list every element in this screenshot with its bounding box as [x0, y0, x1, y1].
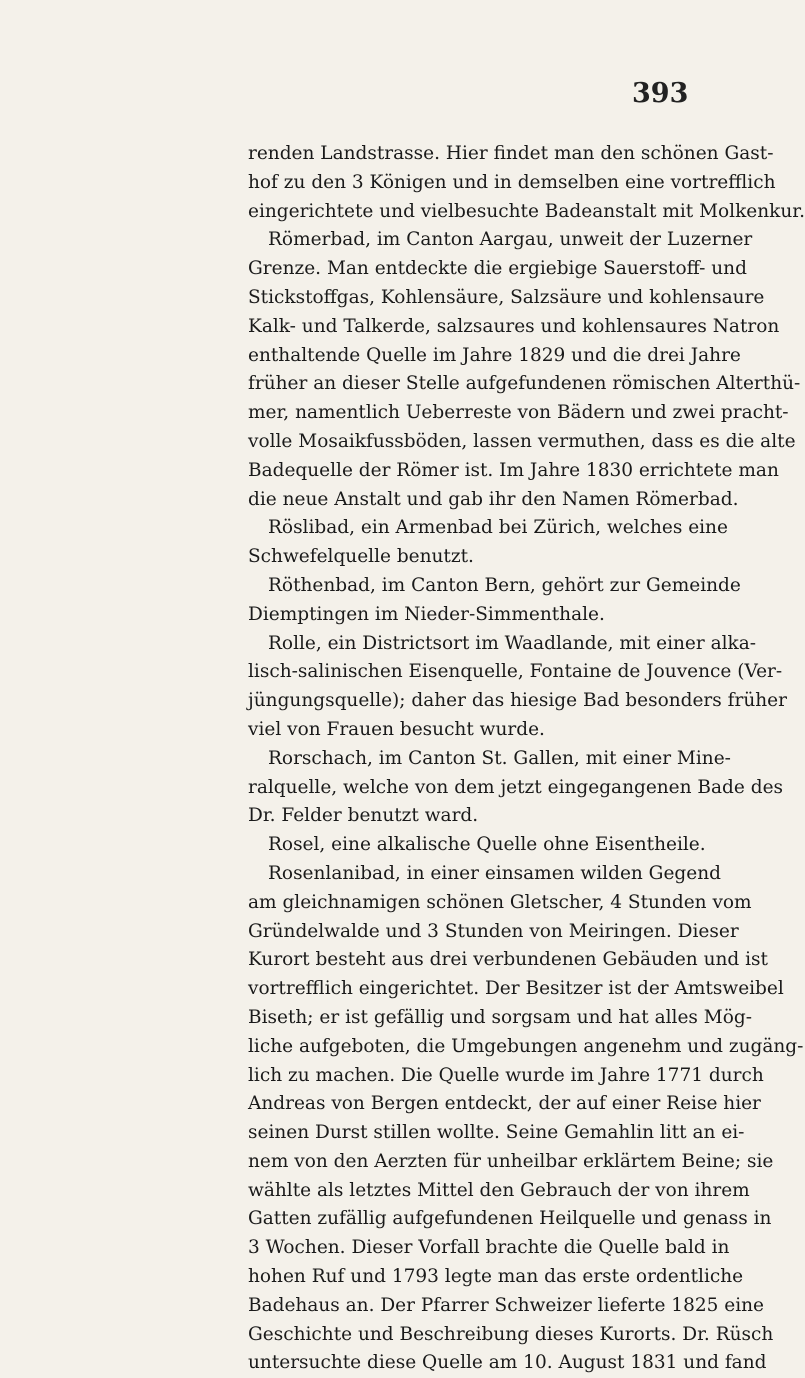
text-line: Gatten zufällig aufgefundenen Heilquelle und genass in — [248, 1208, 772, 1230]
text-line: untersuchte diese Quelle am 10. August 1831 und fand — [248, 1352, 767, 1374]
text-line: renden Landstrasse. Hier findet man den schönen Gast- — [248, 143, 774, 164]
text-line: vortrefflich eingerichtet. Der Besitzer ist der Amtsweibel — [248, 978, 784, 1000]
text-line: hohen Ruf und 1793 legte man das erste ordentliche — [248, 1266, 744, 1288]
text-line: hof zu den 3 Königen und in demselben eine vortrefflich — [248, 171, 776, 193]
text-line: Römerbad, im Canton Aargau, unweit der Luzerner — [268, 229, 753, 251]
text-line: Kalk- und Talkerde, salzsaures und kohlensaures Natron — [248, 315, 780, 337]
text-line: liche aufgeboten, die Umgebungen angenehm und zugäng- — [248, 1035, 804, 1057]
text-line: Biseth; er ist gefällig und sorgsam und hat alles Mög- — [248, 1006, 752, 1028]
text-line: nem von den Aerzten für unheilbar erklärtem Beine; sie — [248, 1150, 774, 1172]
text-line: jüngungsquelle); daher das hiesige Bad besonders früher — [248, 690, 787, 712]
text-line: Schwefelquelle benutzt. — [248, 546, 474, 568]
text-line: Stickstoffgas, Kohlensäure, Salzsäure und kohlensaure — [248, 286, 765, 308]
text-line: Grenze. Man entdeckte die ergiebige Sauerstoff- und — [248, 258, 747, 280]
text-line: Badehaus an. Der Pfarrer Schweizer lieferte 1825 eine — [248, 1294, 764, 1316]
text-line: lich zu machen. Die Quelle wurde im Jahre 1771 durch — [248, 1064, 764, 1086]
text-line: Kurort besteht aus drei verbundenen Gebäuden und ist — [248, 949, 768, 971]
text-line: wählte als letztes Mittel den Gebrauch der von ihrem — [248, 1179, 750, 1201]
text-line: Dr. Felder benutzt ward. — [248, 805, 479, 827]
text-line: volle Mosaikfussböden, lassen vermuthen, dass es die alte — [248, 430, 796, 452]
text-line: viel von Frauen besucht wurde. — [248, 718, 545, 740]
text-line: Badequelle der Römer ist. Im Jahre 1830 errichtete man — [248, 459, 779, 481]
text-line: mer, namentlich Ueberreste von Bädern und zwei pracht- — [248, 402, 789, 424]
text-line: enthaltende Quelle im Jahre 1829 und die drei Jahre — [248, 344, 741, 366]
page-number: 393 — [632, 78, 689, 109]
text-line: ralquelle, welche von dem jetzt eingegangenen Bade des — [248, 776, 784, 798]
text-line: Röthenbad, im Canton Bern, gehört zur Gemeinde — [268, 574, 741, 596]
text-line: Gründelwalde und 3 Stunden von Meiringen. Dieser — [248, 920, 739, 942]
text-line: Röslibad, ein Armenbad bei Zürich, welches eine — [268, 517, 728, 539]
text-line: Andreas von Bergen entdeckt, der auf einer Reise hier — [248, 1093, 761, 1115]
text-line: seinen Durst stillen wollte. Seine Gemahlin litt an ei- — [248, 1122, 745, 1144]
body-text — [248, 140, 805, 1378]
text-line: Diemptingen im Nieder-Simmenthale. — [248, 603, 605, 625]
text-line: Rosenlanibad, in einer einsamen wilden Gegend — [268, 862, 721, 884]
text-line: am gleichnamigen schönen Gletscher, 4 Stunden vom — [248, 891, 752, 913]
text-line: 3 Wochen. Dieser Vorfall brachte die Quelle bald in — [248, 1237, 730, 1259]
text-line: lisch-salinischen Eisenquelle, Fontaine de Jouvence (Ver- — [248, 661, 783, 683]
text-line: eingerichtete und vielbesuchte Badeanstalt mit Molkenkur. — [248, 200, 805, 222]
text-line: früher an dieser Stelle aufgefundenen römischen Alterthü- — [248, 373, 801, 395]
text-line: Rorschach, im Canton St. Gallen, mit einer Mine- — [268, 747, 731, 769]
text-line: die neue Anstalt und gab ihr den Namen Römerbad. — [248, 488, 739, 510]
text-line: Rolle, ein Districtsort im Waadlande, mit einer alka- — [268, 632, 757, 654]
text-line: Rosel, eine alkalische Quelle ohne Eisentheile. — [268, 834, 706, 856]
text-line: Geschichte und Beschreibung dieses Kurorts. Dr. Rüsch — [248, 1323, 774, 1345]
